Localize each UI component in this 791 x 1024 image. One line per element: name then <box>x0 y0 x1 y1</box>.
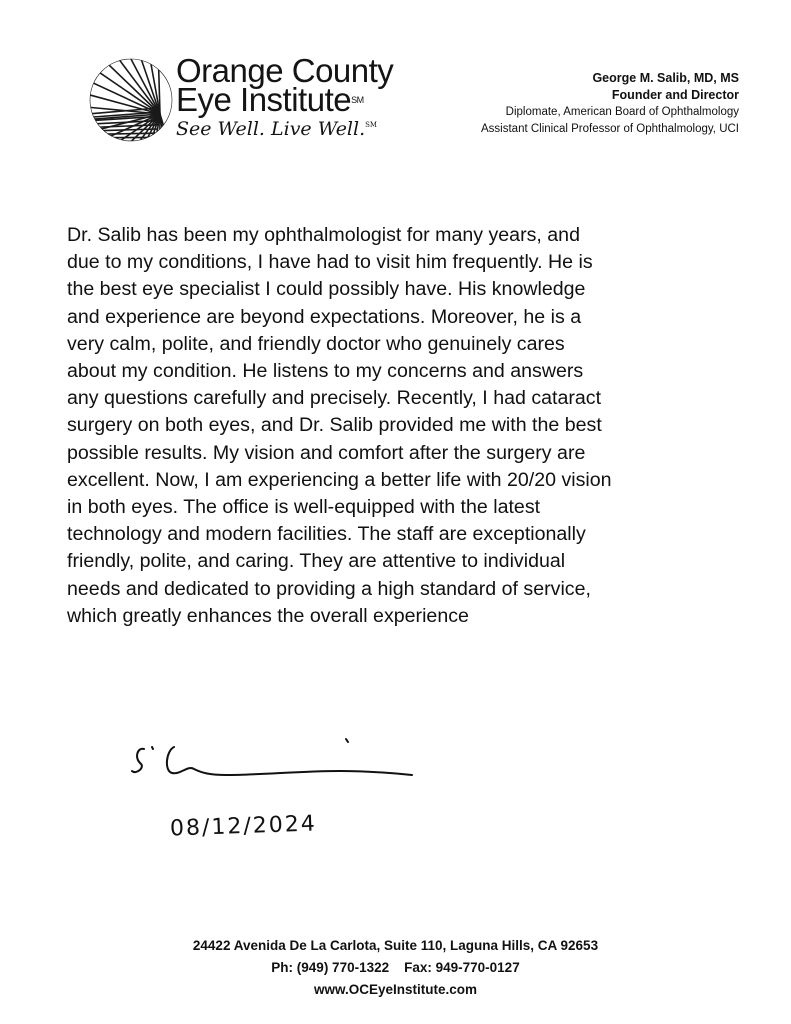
organization-name-line2: Eye Institute <box>176 81 352 118</box>
letterhead-logo <box>88 52 408 156</box>
logo-ray <box>160 114 174 144</box>
handwritten-signature <box>130 735 420 795</box>
footer-address: 24422 Avenida De La Carlota, Suite 110, Laguna Hills, CA 92653 <box>192 938 599 953</box>
letter-line: which greatly enhances the overall experience <box>67 604 469 627</box>
letter-line: technology and modern facilities. The staff are exceptionally <box>67 523 586 546</box>
letterhead-footer <box>0 935 791 1001</box>
footer-phone-fax: Ph: (949) 770-1322 Fax: 949-770-0127 <box>271 960 520 975</box>
handwritten-date: 08/12/2024 <box>169 811 318 842</box>
tagline <box>176 118 377 140</box>
logo-ray <box>88 133 158 134</box>
letter-line: surgery on both eyes, and Dr. Salib provided me with the best <box>67 414 602 437</box>
letter-line: excellent. Now, I am experiencing a better life with 20/20 vision <box>67 468 612 491</box>
letter-line: very calm, polite, and friendly doctor who genuinely cares <box>67 332 565 355</box>
tagline-text: See Well. Live Well. <box>176 118 366 140</box>
letter-line: friendly, polite, and caring. They are attentive to individual <box>67 550 566 573</box>
letter-line: the best eye specialist I could possibly have. His knowledge <box>67 278 586 301</box>
letter-line: in both eyes. The office is well-equipped with the latest <box>67 496 541 519</box>
doctor-credentials <box>481 70 739 138</box>
doctor-name: George M. Salib, MD, MS <box>592 71 739 85</box>
doctor-title: Founder and Director <box>611 88 739 102</box>
tagline-service-mark: SM <box>365 121 378 129</box>
doctor-board-certification: Diplomate, American Board of Ophthalmology <box>505 106 739 118</box>
service-mark: SM <box>351 95 364 105</box>
letter-line: about my condition. He listens to my concerns and answers <box>67 360 584 383</box>
organization-name <box>176 52 394 118</box>
letter-line: needs and dedicated to providing a high standard of service, <box>67 577 591 600</box>
organization-name-line1: Orange County <box>176 52 394 89</box>
letter-line: any questions carefully and precisely. Recently, I had cataract <box>67 387 602 410</box>
footer-website: www.OCEyeInstitute.com <box>313 982 478 997</box>
testimonial-letter-body <box>67 222 727 630</box>
doctor-academic-appointment: Assistant Clinical Professor of Ophthalmology, UCI <box>481 123 739 135</box>
letter-line: and experience are beyond expectations. Moreover, he is a <box>67 305 582 328</box>
letter-line: possible results. My vision and comfort after the surgery are <box>67 441 586 464</box>
eye-sunburst-logo-icon <box>88 56 174 144</box>
letter-line: due to my conditions, I have had to visit him frequently. He is <box>67 251 593 274</box>
letter-line: Dr. Salib has been my ophthalmologist for many years, and <box>67 224 580 246</box>
